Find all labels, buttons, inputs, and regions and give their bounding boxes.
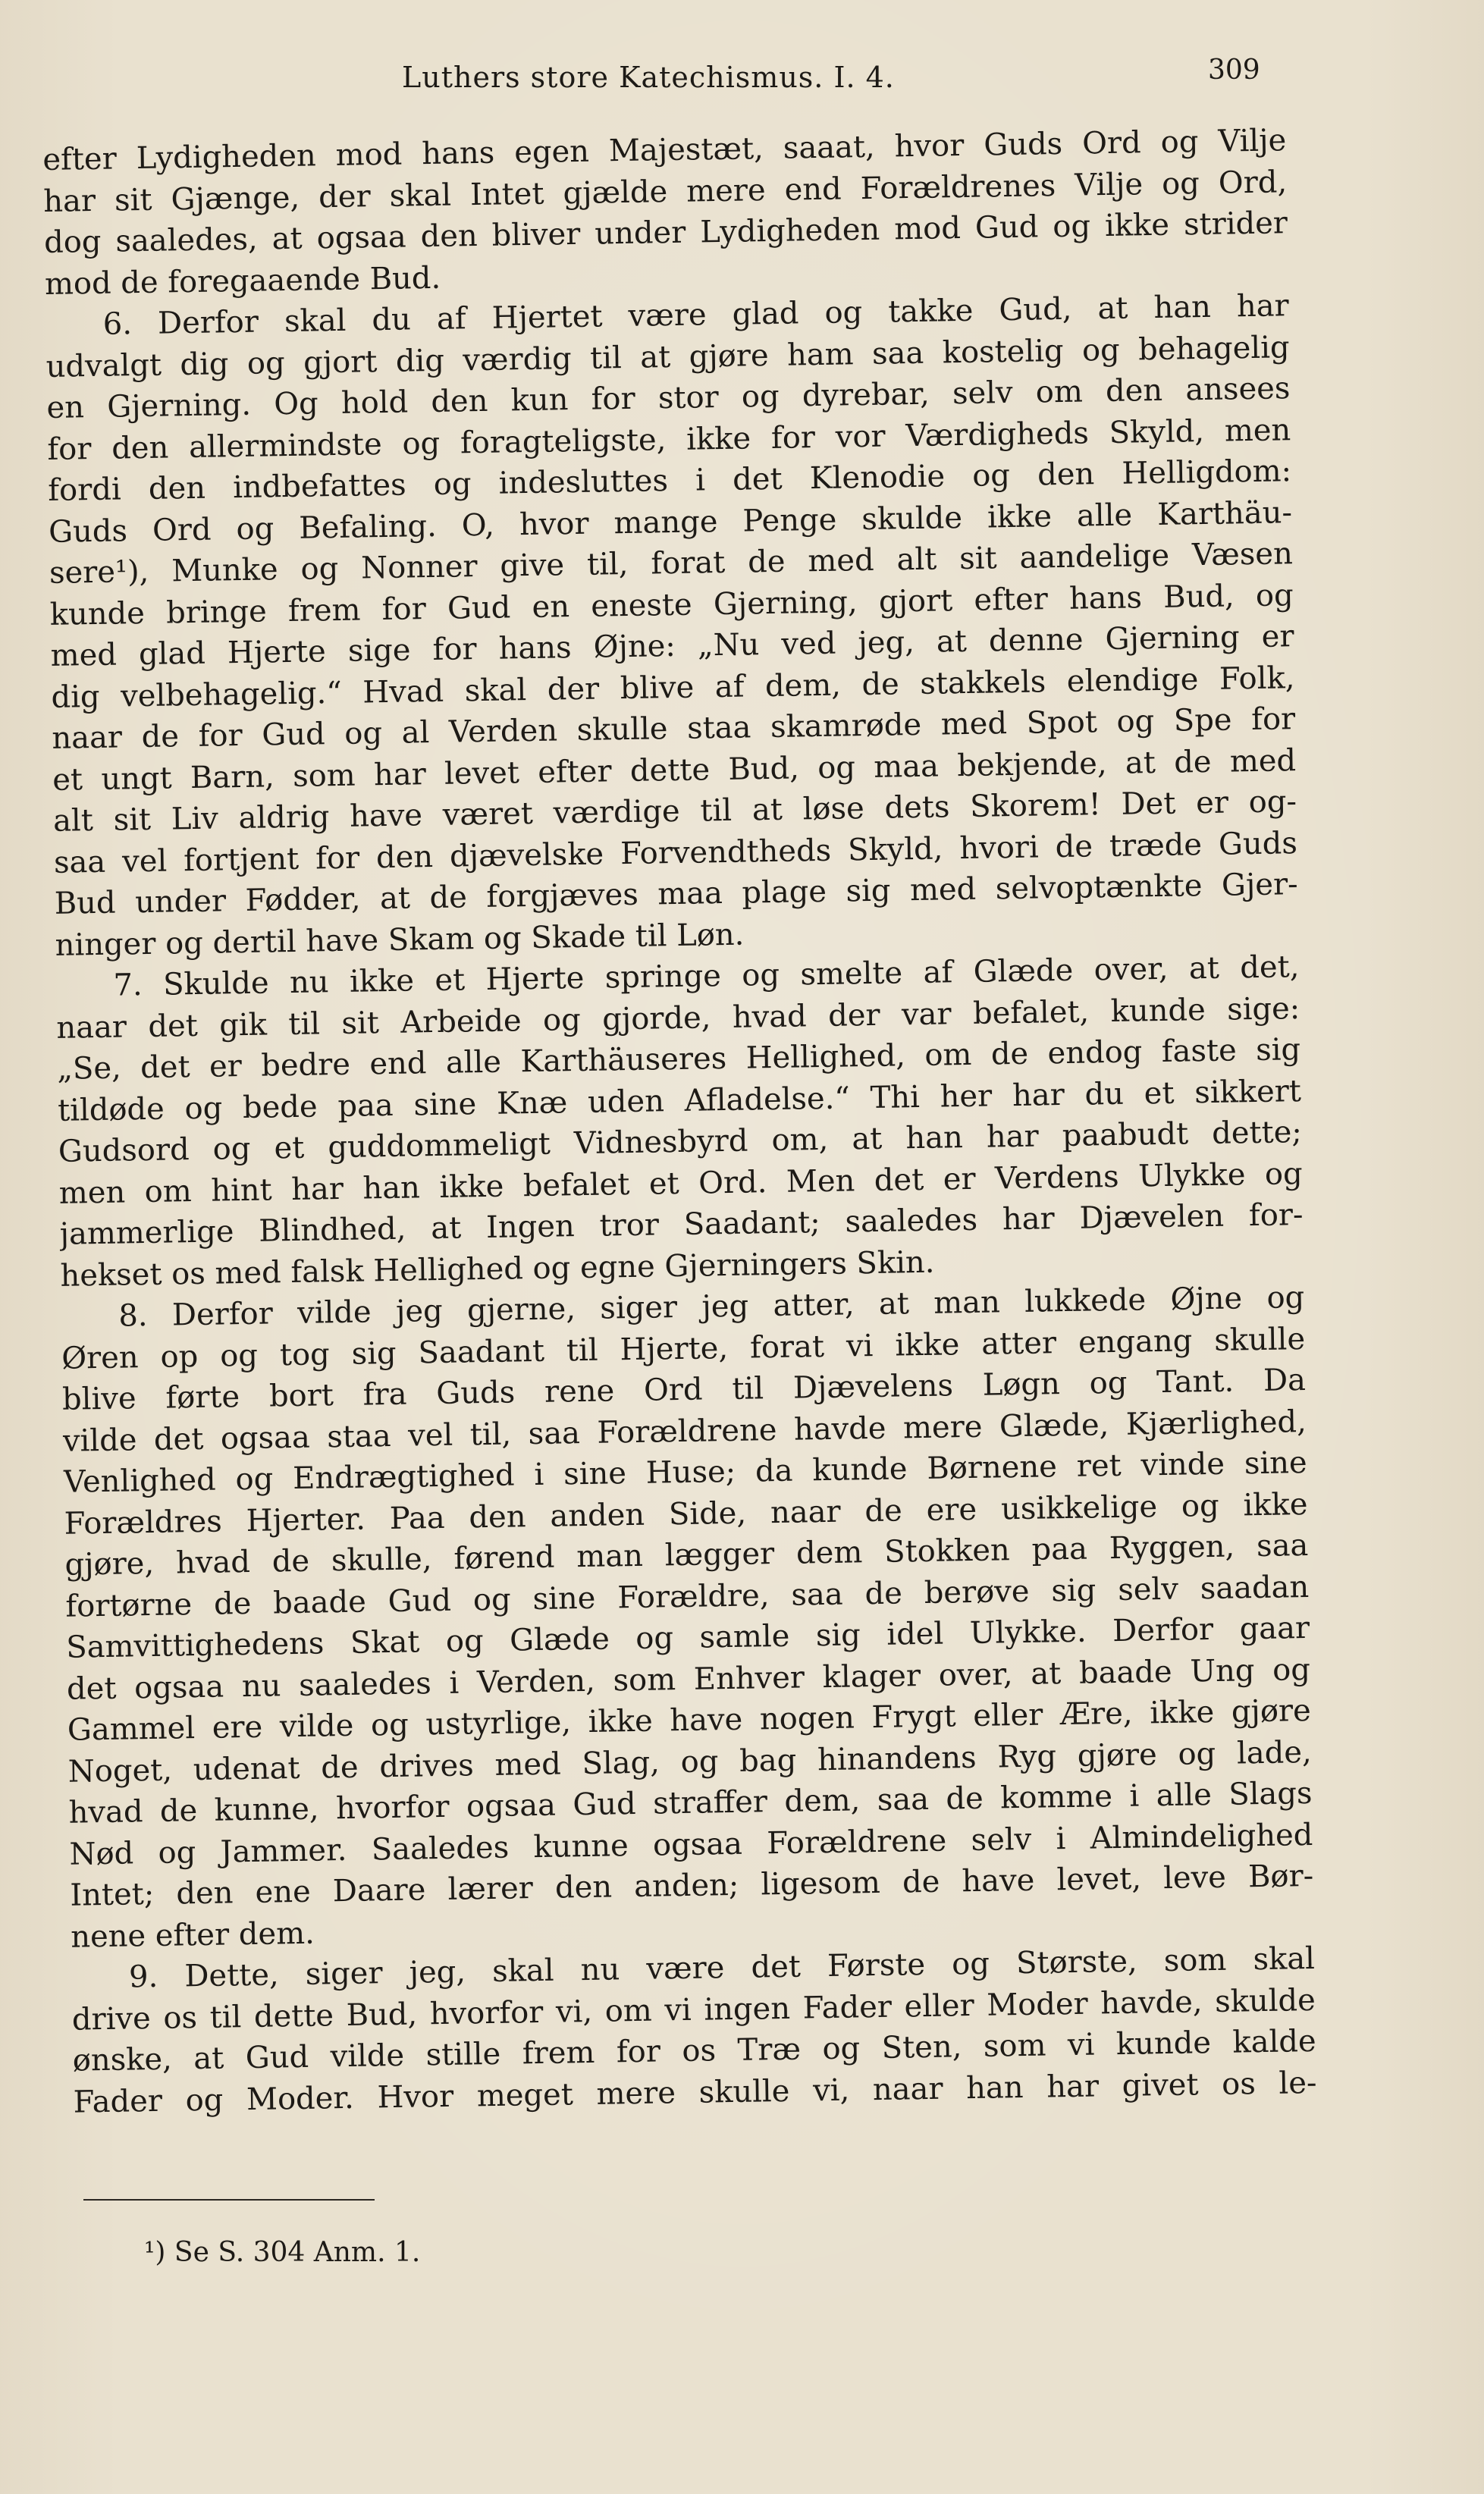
text-line: med glad Hjerte sige for hans Øjne: „Nu ved jeg, at denne Gjerning er bbox=[50, 619, 1294, 673]
text-line: Nød og Jammer. Saaledes kunne ogsaa Forældrene selv i Almindelighed bbox=[69, 1817, 1313, 1872]
footnote-divider bbox=[83, 2199, 375, 2201]
text-line: alt sit Liv aldrig have været værdige til at løse dets Skorem! Det er og- bbox=[52, 784, 1297, 839]
text-line: Gammel ere vilde og ustyrlige, ikke have nogen Frygt eller Ære, ikke gjøre bbox=[67, 1692, 1312, 1748]
text-line: Intet; den ene Daare lærer den anden; ligesom de have levet, leve Bør- bbox=[70, 1858, 1314, 1913]
text-line: ninger og dertil have Skam og Skade til Løn. bbox=[55, 917, 745, 963]
text-line: har sit Gjænge, der skal Intet gjælde mere end Forældrenes Vilje og Ord, bbox=[42, 164, 1288, 219]
text-line: fordi den indbefattes og indesluttes i det Klenodie og den Helligdom: bbox=[47, 453, 1292, 508]
text-line: vilde det ogsaa staa vel til, saa Forældrene havde mere Glæde, Kjærlighed, bbox=[62, 1404, 1307, 1459]
text-line: dog saaledes, at ogsaa den bliver under Lydigheden mod Gud og ikke strider bbox=[43, 205, 1288, 260]
text-line: Bud under Fødder, at de forgjæves maa plage sig med selvoptænkte Gjer- bbox=[54, 867, 1298, 921]
text-line: for den allermindste og foragteligste, ikke for vor Værdigheds Skyld, men bbox=[47, 412, 1291, 467]
text-line: et ungt Barn, som har levet efter dette Bud, og maa bekjende, at de med bbox=[52, 742, 1297, 798]
running-title: Luthers store Katechismus. I. 4. bbox=[402, 61, 895, 94]
text-line: drive os til dette Bud, hvorfor vi, om vi ingen Fader eller Moder havde, skulde bbox=[71, 1982, 1316, 2038]
text-line: Guds Ord og Befaling. O, hvor mange Penge skulde ikke alle Karthäu- bbox=[48, 494, 1293, 550]
text-line: Samvittighedens Skat og Glæde og samle sig idel Ulykke. Derfor gaar bbox=[65, 1610, 1310, 1665]
text-line: nene efter dem. bbox=[70, 1915, 315, 1955]
text-line: en Gjerning. Og hold den kun for stor og dyrebar, selv om den ansees bbox=[46, 371, 1291, 425]
body-text bbox=[42, 120, 1317, 2122]
footnote: ¹) Se S. 304 Anm. 1. bbox=[144, 2237, 421, 2268]
page-header bbox=[0, 55, 1484, 100]
paragraph-6-start: 6. Derfor skal du af Hjertet være glad og takke Gud, at han har bbox=[102, 288, 1290, 342]
paragraph-8-start: 8. Derfor vilde jeg gjerne, siger jeg atter, at man lukkede Øjne og bbox=[118, 1280, 1305, 1334]
text-line: Fader og Moder. Hvor meget mere skulle vi, naar han har givet os le- bbox=[73, 2065, 1317, 2120]
text-line: Gudsord og et guddommeligt Vidnesbyrd om, at han har paabudt dette; bbox=[58, 1115, 1303, 1169]
text-line: Forældres Hjerter. Paa den anden Side, naar de ere usikkelige og ikke bbox=[64, 1486, 1308, 1542]
text-line: kunde bringe frem for Gud en eneste Gjerning, gjort efter hans Bud, og bbox=[49, 577, 1294, 632]
text-line: „Se, det er bedre end alle Karthäuseres Hellighed, om de endog faste sig bbox=[56, 1032, 1301, 1087]
text-line: tildøde og bede paa sine Knæ uden Afladelse.“ Thi her har du et sikkert bbox=[57, 1073, 1302, 1128]
text-line: mod de foregaaende Bud. bbox=[44, 260, 441, 302]
text-line: Øren op og tog sig Saadant til Hjerte, forat vi ikke atter engang skulle bbox=[61, 1321, 1306, 1376]
text-line: Venlighed og Endrægtighed i sine Huse; da kunde Børnene ret vinde sine bbox=[63, 1445, 1307, 1500]
text-line: fortørne de baade Gud og sine Forældre, saa de berøve sig selv saadan bbox=[65, 1569, 1310, 1624]
text-line: naar de for Gud og al Verden skulle staa skamrøde med Spot og Spe for bbox=[52, 701, 1296, 756]
text-line: efter Lydigheden mod hans egen Majestæt, saaat, hvor Guds Ord og Vilje bbox=[42, 123, 1287, 177]
paragraph-9-start: 9. Dette, siger jeg, skal nu være det Første og Største, som skal bbox=[128, 1940, 1316, 1995]
text-line: gjøre, hvad de skulle, førend man lægger dem Stokken paa Ryggen, saa bbox=[64, 1528, 1309, 1583]
text-line: det ogsaa nu saaledes i Verden, som Enhver klager over, at baade Ung og bbox=[66, 1652, 1311, 1707]
paragraph-7-start: 7. Skulde nu ikke et Hjerte springe og smelte af Glæde over, at det, bbox=[113, 949, 1300, 1003]
text-line: saa vel fortjent for den djævelske Forvendtheds Skyld, hvori de træde Guds bbox=[53, 825, 1298, 880]
text-line: jammerlige Blindhed, at Ingen tror Saadant; saaledes har Djævelen for- bbox=[59, 1197, 1304, 1252]
text-line: ønske, at Gud vilde stille frem for os Træ og Sten, som vi kunde kalde bbox=[72, 2023, 1316, 2078]
text-line: dig velbehagelig.“ Hvad skal der blive af dem, de stakkels elendige Folk, bbox=[51, 660, 1295, 715]
text-line: blive førte bort fra Guds rene Ord til Djævelens Løgn og Tant. Da bbox=[61, 1363, 1307, 1417]
text-line: hvad de kunne, hvorfor ogsaa Gud straffer dem, saa de komme i alle Slags bbox=[68, 1775, 1313, 1831]
page-number: 309 bbox=[1208, 55, 1260, 86]
text-line: sere¹), Munke og Nonner give til, forat de med alt sit aandelige Væsen bbox=[49, 536, 1294, 591]
text-line: Noget, udenat de drives med Slag, og bag hinandens Ryg gjøre og lade, bbox=[67, 1734, 1312, 1790]
text-line: udvalgt dig og gjort dig værdig til at gjøre ham saa kostelig og behagelig bbox=[45, 329, 1290, 384]
text-line: men om hint har han ikke befalet et Ord. Men det er Verdens Ulykke og bbox=[58, 1156, 1303, 1211]
text-line: hekset os med falsk Hellighed og egne Gjerningers Skin. bbox=[60, 1244, 935, 1294]
text-line: naar det gik til sit Arbeide og gjorde, hvad der var befalet, kunde sige: bbox=[56, 990, 1300, 1046]
